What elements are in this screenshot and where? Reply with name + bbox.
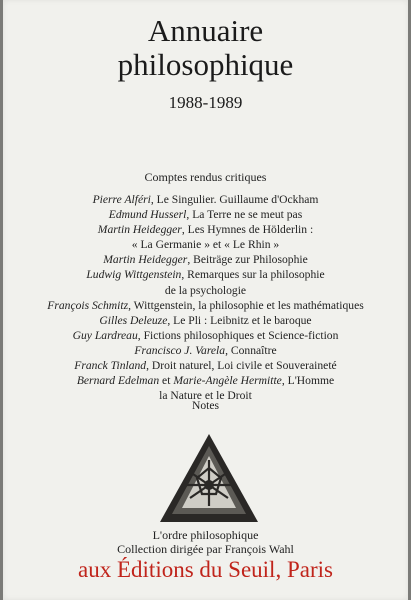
contents-entry <box>3 313 408 328</box>
contents-entry <box>3 283 408 298</box>
entry-author: Bernard Edelman <box>76 374 160 388</box>
entry-author: Franck Tinland <box>74 359 147 373</box>
title-line-1: Annuaire <box>147 13 264 48</box>
contents-entry <box>3 298 408 313</box>
contents-entry <box>3 192 408 207</box>
entry-title: , Connaître <box>225 343 277 357</box>
title-line-2: philosophique <box>117 47 294 82</box>
series-info <box>3 528 408 556</box>
triangle-emblem-icon <box>158 432 260 524</box>
entry-title: , Beiträge zur Philosophie <box>187 253 308 267</box>
contents-entry <box>3 373 408 388</box>
entry-title: , Remarques sur la philosophie <box>181 268 325 282</box>
entry-title: , Le Pli : Leibnitz et le baroque <box>167 313 312 327</box>
book-cover <box>3 0 408 600</box>
entry-author: Martin Heidegger <box>97 223 182 237</box>
entry-author: Edmund Husserl <box>108 208 187 222</box>
entry-title: « La Germanie » et « Le Rhin » <box>131 238 280 252</box>
entry-title: , Fictions philosophiques et Science-fiction <box>137 328 339 342</box>
contents-entry <box>3 267 408 282</box>
contents-entry <box>3 328 408 343</box>
series-name: L'ordre philosophique <box>152 528 259 542</box>
entry-author: Gilles Deleuze <box>99 313 168 327</box>
entry-author: Ludwig Wittgenstein <box>86 268 182 282</box>
entry-title: , L'Homme <box>281 374 335 388</box>
entry-title: , Le Singulier. Guillaume d'Ockham <box>150 193 319 206</box>
contents-entry <box>3 207 408 222</box>
contents-entry <box>3 222 408 237</box>
entry-author: Martin Heidegger <box>103 253 188 267</box>
contents-entry <box>3 237 408 252</box>
entry-author: François Schmitz <box>47 298 129 312</box>
entry-title: de la psychologie <box>164 283 247 297</box>
entry-title: , Wittgenstein, la philosophie et les mathématiques <box>128 298 364 312</box>
entry-author: Guy Lardreau <box>72 328 138 342</box>
years: 1988-1989 <box>168 93 243 112</box>
contents-list <box>3 192 408 403</box>
entry-author: Francisco J. Varela <box>134 343 226 357</box>
entry-title: et <box>159 374 174 388</box>
entry-author: Marie-Angèle Hermitte <box>173 374 282 388</box>
series-editor: Collection dirigée par François Wahl <box>117 542 294 556</box>
entry-title: , La Terre ne se meut pas <box>186 208 303 222</box>
entry-author: Pierre Alféri <box>92 193 151 206</box>
entry-title: , Droit naturel, Loi civile et Souveraineté <box>146 359 337 373</box>
publisher: aux Éditions du Seuil, Paris <box>78 557 333 582</box>
entry-title: , Les Hymnes de Hölderlin : <box>181 223 314 237</box>
contents-entry <box>3 252 408 267</box>
contents-entry <box>3 343 408 358</box>
notes-heading: Notes <box>191 399 220 412</box>
section-heading: Comptes rendus critiques <box>144 170 267 184</box>
contents-entry <box>3 358 408 373</box>
entry-title: la Nature et le Droit <box>159 389 252 403</box>
